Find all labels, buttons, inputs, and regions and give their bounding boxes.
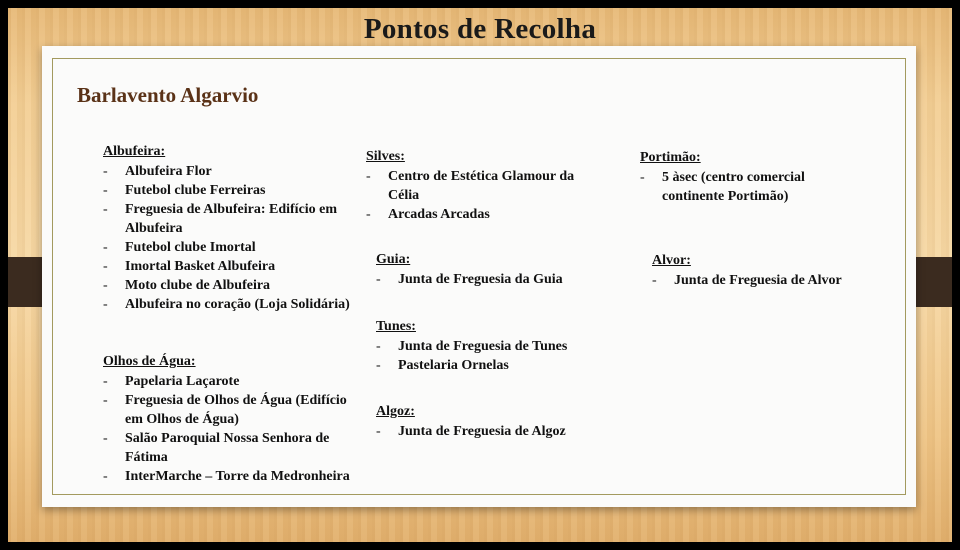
list-item-text: Junta de Freguesia de Algoz — [398, 424, 566, 439]
list-item — [376, 337, 626, 356]
content-card — [42, 46, 916, 507]
list-item — [103, 238, 358, 257]
list-item — [376, 270, 626, 289]
list-dash: - — [103, 469, 108, 484]
list-dash: - — [103, 278, 108, 293]
list-item-text: Imortal Basket Albufeira — [125, 259, 276, 274]
list-item-text: Centro de Estética Glamour da Célia — [388, 169, 575, 203]
list-item — [103, 467, 361, 486]
list-item-text: InterMarche – Torre da Medronheira — [125, 469, 350, 484]
list-dash: - — [103, 259, 108, 274]
list-item — [103, 257, 358, 276]
list-dash: - — [103, 202, 108, 217]
list-item — [103, 429, 361, 467]
group-silves — [366, 147, 606, 224]
list-dash: - — [103, 240, 108, 255]
list-item-text: Arcadas Arcadas — [388, 207, 490, 222]
group-heading: Algoz: — [376, 404, 415, 419]
list-item — [103, 181, 358, 200]
list-dash: - — [103, 431, 108, 446]
list-item-text: Pastelaria Ornelas — [398, 358, 509, 373]
group-heading: Guia: — [376, 252, 411, 267]
list-item-text: Futebol clube Ferreiras — [125, 183, 266, 198]
list-item-text: Salão Paroquial Nossa Senhora de Fátima — [125, 431, 330, 465]
list-dash: - — [366, 169, 371, 184]
list-item-text: Junta de Freguesia de Tunes — [398, 339, 568, 354]
group-heading: Portimão: — [640, 150, 701, 165]
group-heading: Alvor: — [652, 253, 691, 268]
group-tunes — [376, 317, 626, 375]
list-dash: - — [366, 207, 371, 222]
list-dash: - — [103, 297, 108, 312]
list-item-text: Albufeira no coração (Loja Solidária) — [125, 297, 350, 312]
group-algoz — [376, 402, 626, 441]
list-item — [376, 422, 626, 441]
list-dash: - — [376, 424, 381, 439]
list-dash: - — [103, 393, 108, 408]
group-heading: Tunes: — [376, 319, 416, 334]
list-item — [103, 391, 361, 429]
list-item-text: Freguesia de Albufeira: Edifício em Albufeira — [125, 202, 338, 236]
list-item — [366, 167, 606, 205]
list-dash: - — [103, 183, 108, 198]
list-item-text: Futebol clube Imortal — [125, 240, 256, 255]
slide — [8, 8, 952, 542]
list-dash: - — [640, 170, 645, 185]
group-heading: Silves: — [366, 149, 405, 164]
group-guia — [376, 250, 626, 289]
list-dash: - — [376, 358, 381, 373]
list-dash: - — [103, 164, 108, 179]
list-dash: - — [376, 339, 381, 354]
group-heading: Olhos de Água: — [103, 354, 196, 369]
group-alvor — [652, 251, 882, 290]
list-item — [103, 372, 361, 391]
list-item-text: Junta de Freguesia da Guia — [398, 272, 563, 287]
list-item — [652, 271, 882, 290]
list-item — [103, 276, 358, 295]
list-item-text: Albufeira Flor — [125, 164, 212, 179]
group-albufeira — [103, 142, 358, 314]
list-item-text: 5 àsec (centro comercial continente Portimão) — [662, 170, 805, 204]
list-item — [103, 200, 358, 238]
region-subtitle: Barlavento Algarvio — [77, 83, 259, 107]
list-dash: - — [652, 273, 657, 288]
list-item — [103, 162, 358, 181]
list-item — [103, 295, 358, 314]
list-item — [366, 205, 606, 224]
list-dash: - — [103, 374, 108, 389]
group-olhos-de-agua — [103, 352, 361, 486]
list-dash: - — [376, 272, 381, 287]
list-item-text: Freguesia de Olhos de Água (Edifício em Olhos de Água) — [125, 393, 347, 427]
list-item-text: Junta de Freguesia de Alvor — [674, 273, 842, 288]
list-item — [640, 168, 850, 206]
list-item — [376, 356, 626, 375]
list-item-text: Papelaria Laçarote — [125, 374, 240, 389]
group-heading: Albufeira: — [103, 144, 166, 159]
group-portimao — [640, 148, 850, 206]
slide-title: Pontos de Recolha — [363, 13, 597, 45]
list-item-text: Moto clube de Albufeira — [125, 278, 271, 293]
